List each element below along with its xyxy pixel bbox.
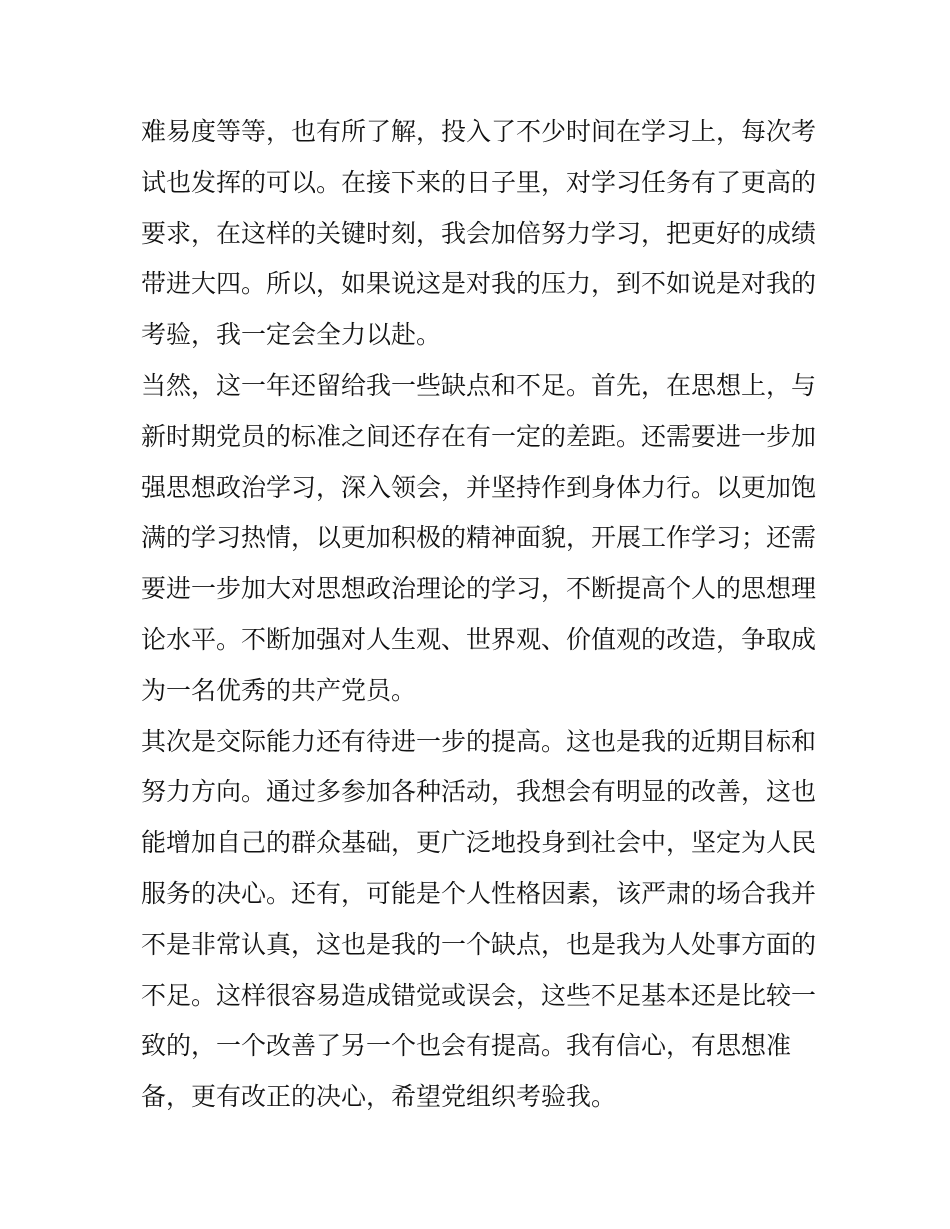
text-line: 满的学习热情，以更加积极的精神面貌，开展工作学习；还需	[141, 523, 817, 553]
text-line: 带进大四。所以，如果说这是对我的压力，到不如说是对我的	[141, 269, 817, 299]
text-line: 努力方向。通过多参加各种活动，我想会有明显的改善，这也	[141, 777, 817, 807]
text-line: 当然，这一年还留给我一些缺点和不足。首先，在思想上，与	[141, 370, 817, 400]
text-line: 新时期党员的标准之间还存在有一定的差距。还需要进一步加	[141, 421, 817, 451]
text-line: 论水平。不断加强对人生观、世界观、价值观的改造，争取成	[141, 624, 817, 654]
text-line: 强思想政治学习，深入领会，并坚持作到身体力行。以更加饱	[141, 472, 817, 502]
text-line: 难易度等等，也有所了解，投入了不少时间在学习上，每次考	[141, 117, 817, 146]
text-line: 试也发挥的可以。在接下来的日子里，对学习任务有了更高的	[141, 167, 817, 197]
text-line: 不足。这样很容易造成错觉或误会，这些不足基本还是比较一	[141, 980, 817, 1010]
document-body	[141, 107, 831, 1123]
text-line: 服务的决心。还有，可能是个人性格因素，该严肃的场合我并	[141, 878, 817, 908]
text-line: 备，更有改正的决心，希望党组织考验我。	[141, 1082, 617, 1112]
text-line: 考验，我一定会全力以赴。	[141, 320, 442, 350]
text-line: 要求，在这样的关键时刻，我会加倍努力学习，把更好的成绩	[141, 218, 817, 248]
text-line: 能增加自己的群众基础，更广泛地投身到社会中，坚定为人民	[141, 828, 817, 858]
text-line: 致的，一个改善了另一个也会有提高。我有信心，有思想准	[141, 1031, 792, 1061]
text-line: 要进一步加大对思想政治理论的学习，不断提高个人的思想理	[141, 574, 817, 604]
text-line: 不是非常认真，这也是我的一个缺点，也是我为人处事方面的	[141, 929, 817, 959]
text-line: 为一名优秀的共产党员。	[141, 675, 417, 705]
text-line: 其次是交际能力还有待进一步的提高。这也是我的近期目标和	[141, 726, 817, 756]
